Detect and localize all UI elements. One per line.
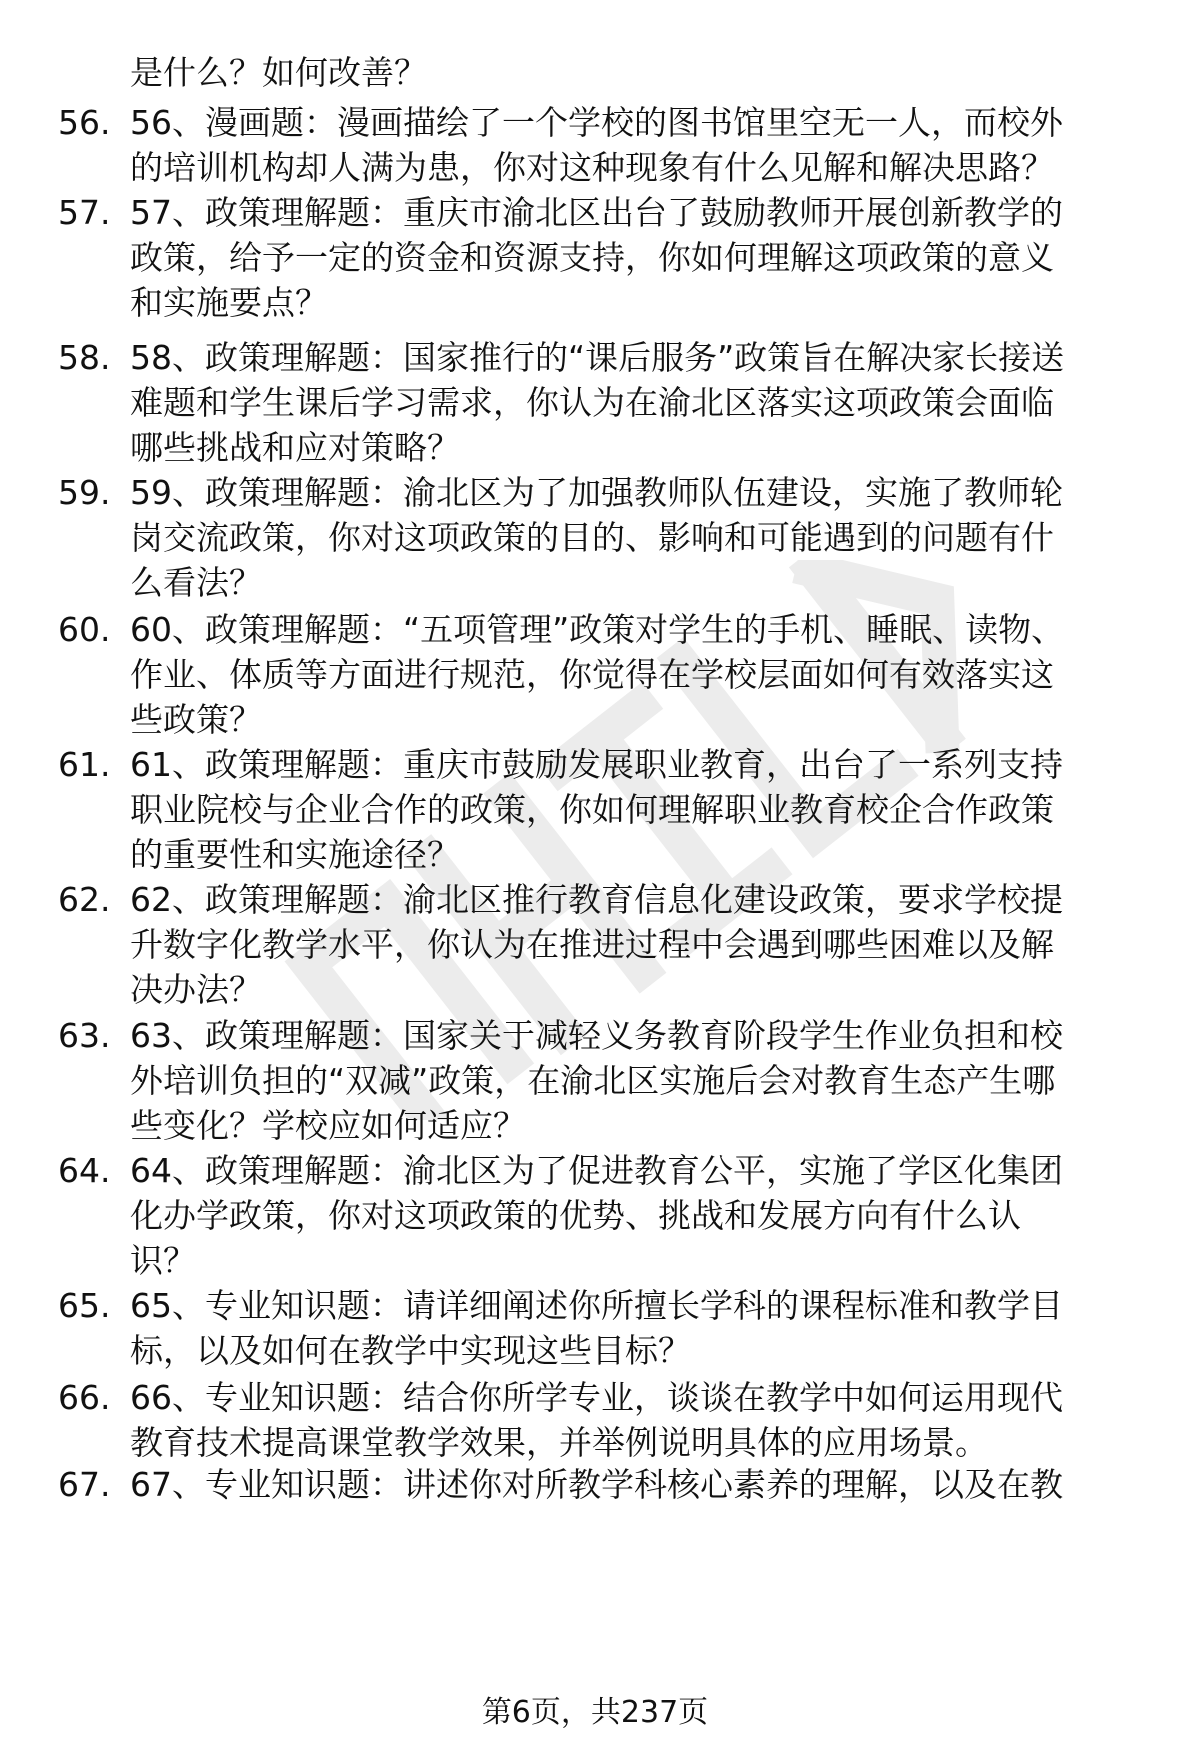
question-text [130,100,1170,190]
question-text [130,335,1170,470]
question-text-line: 些政策？ [130,700,262,739]
question-text-line: 些变化？学校应如何适应？ [130,1106,526,1145]
question-text-line: 标，以及如何在教学中实现这些目标？ [130,1331,691,1370]
question-text-line: 67、专业知识题：讲述你对所教学科核心素养的理解，以及在教 [130,1465,1063,1504]
question-text-line: 化办学政策，你对这项政策的优势、挑战和发展方向有什么认 [130,1196,1021,1235]
question-text-line: 难题和学生课后学习需求，你认为在渝北区落实这项政策会面临 [130,383,1054,422]
question-text-line: 么看法？ [130,563,262,602]
question-text-line: 职业院校与企业合作的政策，你如何理解职业教育校企合作政策 [130,790,1054,829]
question-number: 64. [58,1151,111,1190]
question-text-line: 升数字化教学水平，你认为在推进过程中会遇到哪些困难以及解 [130,925,1054,964]
question-number: 67. [58,1465,111,1504]
question-text-line: 岗交流政策，你对这项政策的目的、影响和可能遇到的问题有什 [130,518,1054,557]
question-number: 58. [58,338,111,377]
question-text-line: 教育技术提高课堂教学效果，并举例说明具体的应用场景。 [130,1423,988,1462]
question-number: 66. [58,1378,111,1417]
question-number: 65. [58,1286,111,1325]
question-number: 62. [58,880,111,919]
question-text [130,190,1170,325]
question-text [130,1283,1170,1373]
question-text [130,470,1170,605]
question-text [130,877,1170,1012]
question-text [130,1375,1170,1465]
question-text-line: 61、政策理解题：重庆市鼓励发展职业教育，出台了一系列支持 [130,745,1063,784]
question-text-line: 识？ [130,1241,196,1280]
question-text-line: 62、政策理解题：渝北区推行教育信息化建设政策，要求学校提 [130,880,1063,919]
question-text-line: 作业、体质等方面进行规范，你觉得在学校层面如何有效落实这 [130,655,1054,694]
question-text-line: 66、专业知识题：结合你所学专业，谈谈在教学中如何运用现代 [130,1378,1063,1417]
question-text-line: 57、政策理解题：重庆市渝北区出台了鼓励教师开展创新教学的 [130,193,1063,232]
question-number: 60. [58,610,111,649]
question-text-line: 哪些挑战和应对策略？ [130,428,460,467]
question-text-line: 决办法？ [130,970,262,1009]
question-text-line: 64、政策理解题：渝北区为了促进教育公平，实施了学区化集团 [130,1151,1063,1190]
question-text-line: 60、政策理解题：“五项管理”政策对学生的手机、睡眠、读物、 [130,610,1065,649]
question-text-line: 和实施要点？ [130,283,328,322]
question-text-line: 的重要性和实施途径？ [130,835,460,874]
question-number: 63. [58,1016,111,1055]
question-text-line: 的培训机构却人满为患，你对这种现象有什么见解和解决思路？ [130,148,1054,187]
question-text-line: 56、漫画题：漫画描绘了一个学校的图书馆里空无一人，而校外 [130,103,1063,142]
page-footer: 第6页，共237页 [481,1695,709,1730]
question-text [130,1013,1170,1148]
question-number: 56. [58,103,111,142]
continued-line: 是什么？如何改善？ [130,53,427,92]
question-text [130,607,1170,742]
question-text [130,742,1170,877]
question-text-line: 63、政策理解题：国家关于减轻义务教育阶段学生作业负担和校 [130,1016,1063,1055]
question-text-line: 外培训负担的“双减”政策，在渝北区实施后会对教育生态产生哪 [130,1061,1056,1100]
question-text [130,1462,1170,1507]
question-text-line: 59、政策理解题：渝北区为了加强教师队伍建设，实施了教师轮 [130,473,1063,512]
question-text-line: 政策，给予一定的资金和资源支持，你如何理解这项政策的意义 [130,238,1054,277]
question-number: 59. [58,473,111,512]
question-number: 61. [58,745,111,784]
question-text-line: 58、政策理解题：国家推行的“课后服务”政策旨在解决家长接送 [130,338,1065,377]
question-text-line: 65、专业知识题：请详细阐述你所擅长学科的课程标准和教学目 [130,1286,1063,1325]
question-number: 57. [58,193,111,232]
question-text [130,1148,1170,1283]
